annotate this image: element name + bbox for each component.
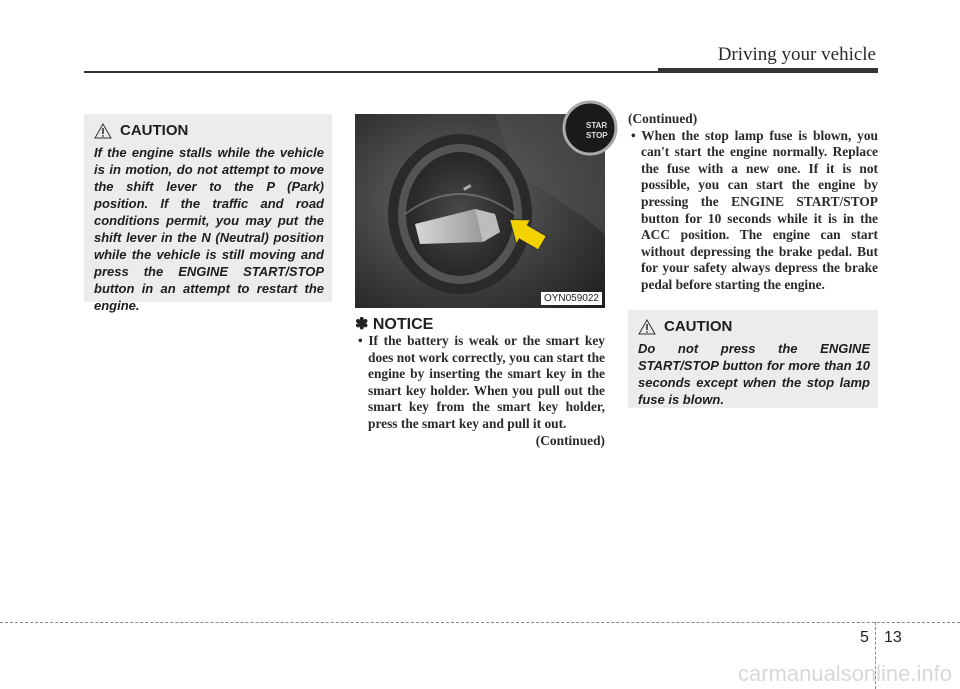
caution-title [638, 318, 732, 335]
page-header-title: Driving your vehicle [717, 44, 876, 65]
stop-lamp-bullet: • When the stop lamp fuse is blown, you can't start the engine normally. Replace the fuse with a new one. If it is not possible, you can start the engine by pressing the ENGINE START/STOP button for 10 seconds while it is in the ACC position. The engine can start without depressing the brake pedal. But for your safety always depress the brake pedal before starting the engine. [631, 127, 878, 292]
caution-box-button [628, 310, 878, 408]
figure-label: OYN059022 [541, 292, 602, 305]
header-rule-accent [658, 68, 878, 73]
caution-title [94, 122, 188, 139]
watermark: carmanualsonline.info [737, 661, 952, 686]
caution-box-stall [84, 114, 332, 313]
caution-body: Do not press the ENGINE START/STOP button for more than 10 seconds except when the stop lamp fuse is blown. [638, 341, 870, 407]
caution-title-text: CAUTION [120, 122, 189, 139]
notice-continued: (Continued) [535, 432, 605, 448]
section-number: 5 [860, 629, 869, 646]
notice-heading: ✽ NOTICE [355, 316, 434, 333]
key-holder-illustration [355, 114, 608, 308]
warning-triangle-icon [638, 319, 656, 335]
key-holder-photo [355, 114, 608, 308]
footer-rule [0, 622, 960, 623]
caution-title-text: CAUTION [664, 318, 733, 335]
right-column [628, 111, 878, 294]
caution-body: If the engine stalls while the vehicle is in motion, do not attempt to move the shift lever to the P (Park) position. If the traffic and road conditions permit, you may put the shift lever in the N (Neutral) position while the vehicle is still moving and press the ENGINE START/STOP button in an attempt to restart the engine. [94, 145, 324, 313]
continued-label: (Continued) [628, 111, 698, 126]
button-text-start: STAR [586, 121, 608, 130]
warning-triangle-icon [94, 123, 112, 139]
button-text-stop: STOP [586, 131, 608, 140]
page-number: 13 [884, 629, 902, 646]
notice-bullet: • If the battery is weak or the smart key does not work correctly, you can start the engine by inserting the smart key in the smart key holder. When you pull out the smart key from the smart key holder, press the smart key and pull it out. [358, 333, 605, 431]
notice-column [355, 333, 605, 449]
